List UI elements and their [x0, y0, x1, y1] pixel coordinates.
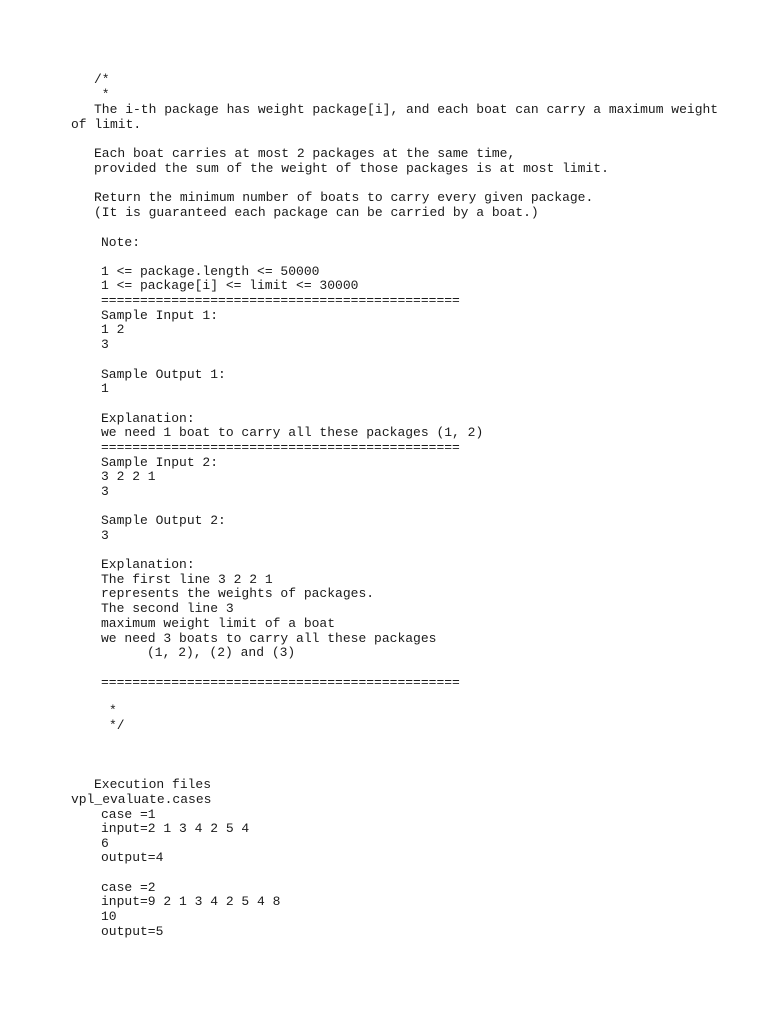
explanation-line: we need 1 boat to carry all these packages (1, 2): [101, 425, 484, 440]
sample-input-line: 3 2 2 1: [101, 469, 156, 484]
problem-statement-line: The i-th package has weight package[i], and each boat can carry a maximum weight: [94, 102, 719, 117]
note-heading: Note:: [101, 235, 141, 250]
sample-output-heading: Sample Output 1:: [101, 367, 226, 382]
explanation-line: The second line 3: [101, 601, 234, 616]
problem-statement-line: Each boat carries at most 2 packages at the same time,: [94, 146, 516, 161]
test-case-line: 6: [101, 836, 109, 851]
explanation-line: maximum weight limit of a boat: [101, 616, 336, 631]
comment-close: */: [109, 718, 125, 733]
explanation-line: The first line 3 2 2 1: [101, 572, 273, 587]
cases-filename: vpl_evaluate.cases: [71, 792, 212, 807]
problem-statement-line: provided the sum of the weight of those packages is at most limit.: [94, 161, 609, 176]
explanation-line: represents the weights of packages.: [101, 586, 375, 601]
sample-output-line: 3: [101, 528, 109, 543]
sample-input-heading: Sample Input 1:: [101, 308, 219, 323]
test-case-line: case =2: [101, 880, 156, 895]
sample-input-line: 3: [101, 337, 109, 352]
test-case-line: case =1: [101, 807, 156, 822]
sample-output-heading: Sample Output 2:: [101, 513, 226, 528]
execution-files-heading: Execution files: [94, 777, 212, 792]
test-case-line: output=5: [101, 924, 164, 939]
test-case-line: input=9 2 1 3 4 2 5 4 8: [101, 894, 281, 909]
test-case-line: input=2 1 3 4 2 5 4: [101, 821, 250, 836]
problem-statement-line: Return the minimum number of boats to carry every given package.: [94, 190, 594, 205]
comment-star: *: [109, 703, 117, 718]
sample-input-heading: Sample Input 2:: [101, 455, 219, 470]
constraint-line: 1 <= package.length <= 50000: [101, 264, 320, 279]
comment-open: /*: [94, 72, 110, 87]
test-case-line: output=4: [101, 850, 164, 865]
explanation-heading: Explanation:: [101, 411, 195, 426]
problem-statement-line: (It is guaranteed each package can be carried by a boat.): [94, 205, 539, 220]
test-case-line: 10: [101, 909, 117, 924]
constraint-line: 1 <= package[i] <= limit <= 30000: [101, 278, 359, 293]
separator-line: ==============================================: [101, 675, 460, 690]
explanation-line: (1, 2), (2) and (3): [147, 645, 296, 660]
sample-output-line: 1: [101, 381, 109, 396]
separator-line: ==============================================: [101, 293, 460, 308]
explanation-line: we need 3 boats to carry all these packages: [101, 631, 437, 646]
separator-line: ==============================================: [101, 440, 460, 455]
sample-input-line: 1 2: [101, 322, 125, 337]
comment-star: *: [94, 87, 110, 102]
explanation-heading: Explanation:: [101, 557, 195, 572]
sample-input-line: 3: [101, 484, 109, 499]
problem-statement-line: of limit.: [71, 117, 142, 132]
